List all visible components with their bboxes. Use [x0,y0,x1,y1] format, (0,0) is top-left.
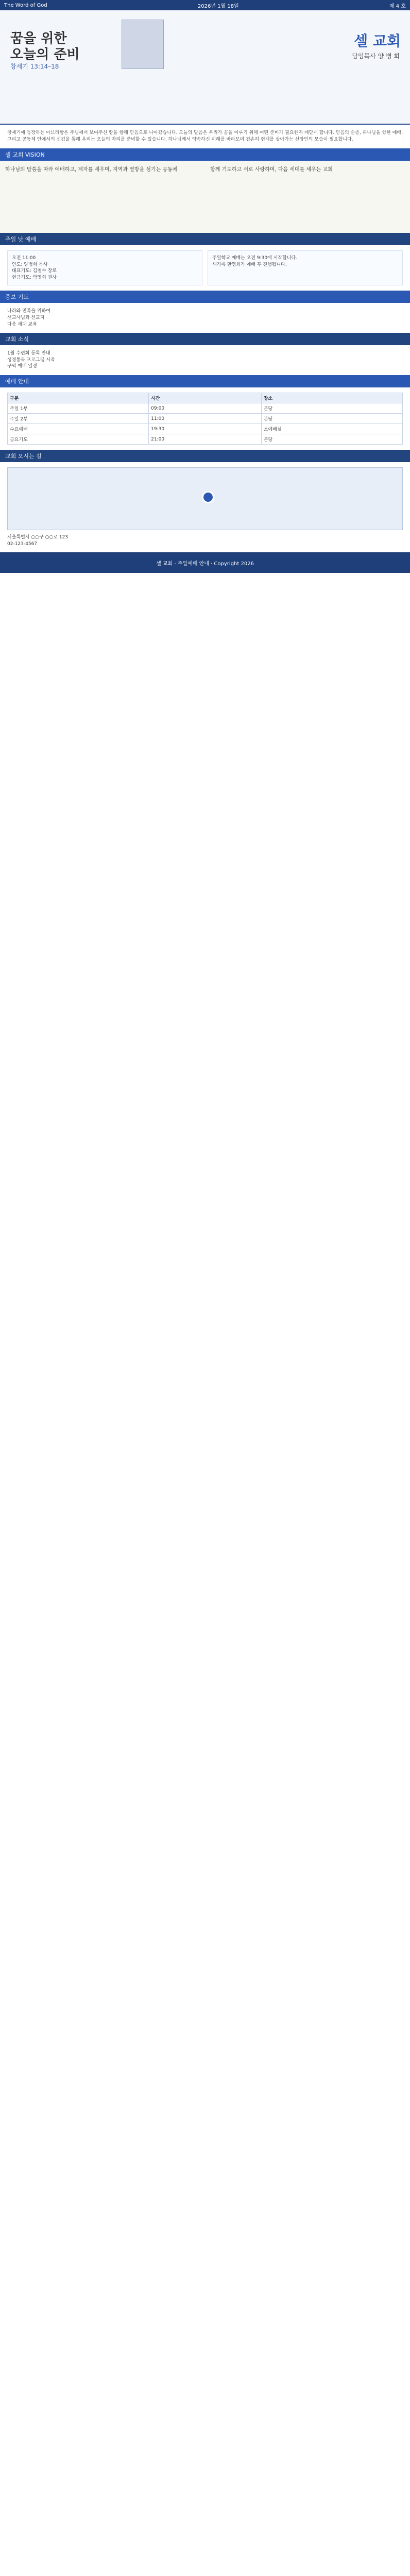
sermon-section [0,125,410,148]
hero-title-line2: 오늘의 준비 [10,47,80,63]
pastor-name: 담임목사 양 병 희 [352,53,400,60]
schedule-cell: 수요예배 [8,424,149,434]
page-spacer [0,573,410,2576]
issue: 제 4 호 [389,3,406,9]
brand: The Word of God [4,2,47,8]
info-item-3: 구역 예배 일정 [7,364,37,369]
schedule-header-2: 시간 [149,393,262,403]
vision-title: 셀 교회 VISION [5,151,45,159]
schedule-header-3: 장소 [261,393,402,403]
pastor-photo [122,20,164,69]
prayer-band [0,291,410,303]
info-item-2: 성경통독 프로그램 시작 [7,357,55,363]
announcement-grid [7,250,403,285]
service-card [7,250,202,285]
service-time: 오전 11:00 [12,256,36,261]
schedule-cell: 본당 [261,414,402,424]
announcement-section [0,245,410,291]
vision-right [205,161,410,233]
info-band [0,333,410,345]
schedule-table [7,393,403,445]
hero [0,10,410,125]
church-map [7,467,403,530]
hero-title [10,31,80,63]
schedule-cell: 21:00 [149,434,262,445]
schedule-cell: 본당 [261,434,402,445]
footer [0,552,410,573]
contact-band [0,450,410,462]
prayer-section [0,303,410,333]
notes-item-1: 주일학교 예배는 오전 9:30에 시작합니다. [212,256,297,261]
vision-band [0,148,410,161]
address: 서울특별시 ○○구 ○○로 123 [7,535,69,540]
footer-text: 셀 교회 · 주일예배 안내 · Copyright 2026 [156,561,254,567]
schedule-cell: 11:00 [149,414,262,424]
date: 2026년 1월 18일 [197,3,239,9]
info-title: 교회 소식 [5,336,29,343]
prayer-item-3: 다음 세대 교육 [7,321,37,327]
schedule-cell: 소예배실 [261,424,402,434]
announcement-title: 주일 낮 예배 [5,236,37,243]
schedule-row [8,403,403,414]
church-name: 셀 교회 [354,32,401,49]
schedule-cell: 09:00 [149,403,262,414]
info-item-1: 1월 수련회 등록 안내 [7,351,50,357]
schedule-header-1: 구분 [8,393,149,403]
schedule-title: 예배 안내 [5,378,29,385]
hero-scripture: 창세기 13:14–18 [10,63,59,70]
info-section [0,345,410,375]
notes-card [208,250,403,285]
prayer-title: 중보 기도 [5,294,29,301]
service-leader: 인도: 양병희 목사 [12,262,48,267]
announcement-band [0,233,410,245]
hero-title-line1: 꿈을 위한 [10,31,67,46]
contact-title: 교회 오시는 길 [5,453,42,460]
prayer-item-1: 나라와 민족을 위하여 [7,309,50,314]
service-offering: 헌금기도: 박영희 권사 [12,275,57,280]
vision-left-text: 하나님의 말씀을 따라 예배하고, 제자를 세우며, 지역과 열방을 섬기는 공동체 [5,167,178,173]
schedule-row [8,434,403,445]
schedule-cell: 본당 [261,403,402,414]
top-bar [0,0,410,10]
vision-panel [0,161,410,233]
schedule-band [0,375,410,387]
schedule-cell: 금요기도 [8,434,149,445]
schedule-row [8,414,403,424]
schedule-cell: 주일 1부 [8,403,149,414]
schedule-section [0,387,410,450]
service-prayer: 대표기도: 김철수 장로 [12,268,57,274]
notes-item-2: 새가족 환영회가 예배 후 진행됩니다. [212,262,287,267]
vision-right-text: 함께 기도하고 서로 사랑하며, 다음 세대를 세우는 교회 [210,167,333,173]
sermon-text: 창세기에 등장하는 아브라함은 주님께서 보여주신 땅을 향해 믿음으로 나아갔습니다. 오늘의 말씀은 우리가 꿈을 이루기 위해 어떤 준비가 필요한지 깨닫게 합니다. 믿음의 순종, 하나님을 향한 예배, 그리고 공동체 안에서의 섬김을 통해 우리는 오늘의 자리를 준비할 수 있습니다. 하나님께서 약속하신 미래를 바라보며 겸손히 현재를 살아가는 신앙인의 모습이 필요합니다. [7,130,403,143]
schedule-cell: 19:30 [149,424,262,434]
contact-section [0,462,410,552]
phone: 02-123-4567 [7,541,38,547]
map-marker-icon [203,493,213,502]
schedule-row [8,424,403,434]
prayer-item-2: 선교사님과 선교지 [7,315,45,321]
vision-left [0,161,205,233]
schedule-cell: 주일 2부 [8,414,149,424]
